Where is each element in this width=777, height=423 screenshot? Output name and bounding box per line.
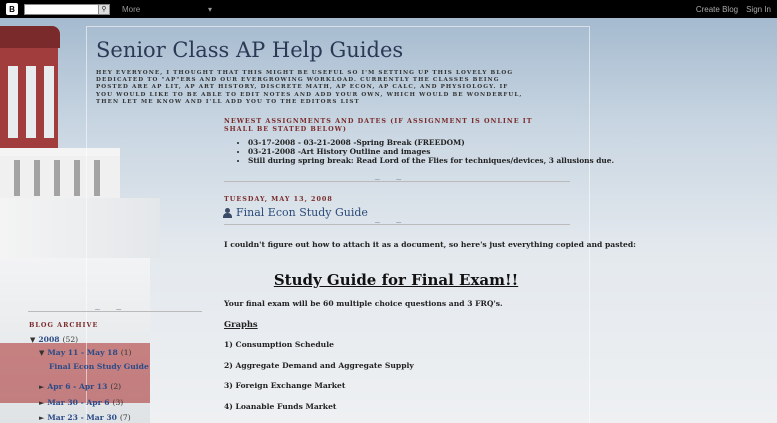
- post-title-row: [223, 206, 368, 219]
- triangle-right-icon[interactable]: ►: [39, 413, 45, 422]
- archive-link[interactable]: Apr 6 - Apr 13: [47, 382, 108, 391]
- archive-week[interactable]: [39, 382, 121, 391]
- list-item: • 03-21-2008 -Art History Outline and images: [248, 147, 614, 156]
- blog-description: HEY EVERYONE, I THOUGHT THAT THIS MIGHT BE USEFUL SO I'M SETTING UP THIS LOVELY BLOG DEDICATED TO "AP"ERS AND OUR EVERGROWING WORKLOAD. CURRENTLY THE CLASSES BEING POSTED ARE AP LIT, AP ART HISTORY, DISCRETE MATH, AP ECON, AP CALC, AND PHYSIOLOGY. IF YOU WOULD LIKE TO BE ABLE TO EDIT NOTES AND ADD YOUR OWN, WHICH WOULD BE WONDERFUL, THEN LET ME KNOW AND I'LL ADD YOU TO THE EDITORS LIST: [96, 70, 523, 105]
- more-label: More: [122, 4, 141, 14]
- triangle-right-icon[interactable]: ►: [39, 398, 45, 407]
- graph-item: 2) Aggregate Demand and Aggregate Supply: [224, 361, 414, 370]
- navbar-more-menu[interactable]: [122, 5, 212, 14]
- assignments-list: [248, 138, 614, 165]
- triangle-down-icon[interactable]: ▼: [39, 348, 45, 357]
- graph-item: 3) Foreign Exchange Market: [224, 381, 346, 390]
- blog-archive-title: BLOG ARCHIVE: [29, 321, 99, 329]
- archive-week[interactable]: [39, 398, 123, 407]
- archive-count: (2): [110, 382, 122, 391]
- divider-ornament: ~ ~: [374, 218, 408, 227]
- blog-title[interactable]: Senior Class AP Help Guides: [96, 38, 404, 62]
- post-date: TUESDAY, MAY 13, 2008: [224, 195, 333, 203]
- blogger-navbar: [0, 0, 777, 18]
- triangle-down-icon[interactable]: ▼: [30, 335, 36, 344]
- blogger-logo-icon[interactable]: B: [6, 3, 18, 15]
- study-guide-heading: Study Guide for Final Exam!!: [273, 271, 519, 289]
- archive-week[interactable]: [39, 413, 131, 422]
- archive-post-title[interactable]: Final Econ Study Guide: [49, 362, 149, 371]
- archive-link[interactable]: May 11 - May 18: [47, 348, 118, 357]
- chevron-down-icon: ▾: [207, 4, 212, 14]
- divider-ornament: ~ ~: [374, 175, 408, 184]
- divider-ornament: ~ ~: [94, 305, 128, 314]
- graph-item: 4) Loanable Funds Market: [224, 402, 337, 411]
- list-item: • 03-17-2008 - 03-21-2008 -Spring Break (FREEDOM): [248, 138, 614, 147]
- archive-week-may[interactable]: [39, 348, 132, 357]
- assignments-title: NEWEST ASSIGNMENTS AND DATES (IF ASSIGNMENT IS ONLINE IT SHALL BE STATED BELOW): [224, 117, 533, 133]
- archive-link[interactable]: Mar 30 - Apr 6: [47, 398, 110, 407]
- archive-link[interactable]: Mar 23 - Mar 30: [47, 413, 117, 422]
- archive-count: (1): [120, 348, 132, 357]
- archive-link[interactable]: 2008: [38, 335, 60, 344]
- post-title-link[interactable]: Final Econ Study Guide: [236, 206, 368, 219]
- create-blog-link[interactable]: Create Blog: [695, 4, 739, 14]
- search-icon[interactable]: ⚲: [98, 5, 109, 14]
- person-icon: [223, 208, 232, 218]
- archive-year-2008[interactable]: [30, 335, 78, 344]
- archive-count: (52): [62, 335, 79, 344]
- archive-count: (3): [112, 398, 124, 407]
- sign-in-link[interactable]: Sign In: [746, 4, 771, 14]
- post-intro: I couldn't figure out how to attach it as a document, so here's just everything copied and pasted:: [224, 240, 636, 249]
- graph-item: 1) Consumption Schedule: [224, 340, 334, 349]
- archive-post-link[interactable]: [49, 362, 149, 371]
- triangle-right-icon[interactable]: ►: [39, 382, 45, 391]
- graphs-heading: Graphs: [224, 319, 258, 329]
- navbar-search-input[interactable]: [24, 4, 110, 15]
- list-item: • Still during spring break: Read Lord of the Flies for techniques/devices, 3 allusions due.: [248, 156, 614, 165]
- exam-description: Your final exam will be 60 multiple choice questions and 3 FRQ's.: [224, 299, 503, 308]
- archive-count: (7): [119, 413, 131, 422]
